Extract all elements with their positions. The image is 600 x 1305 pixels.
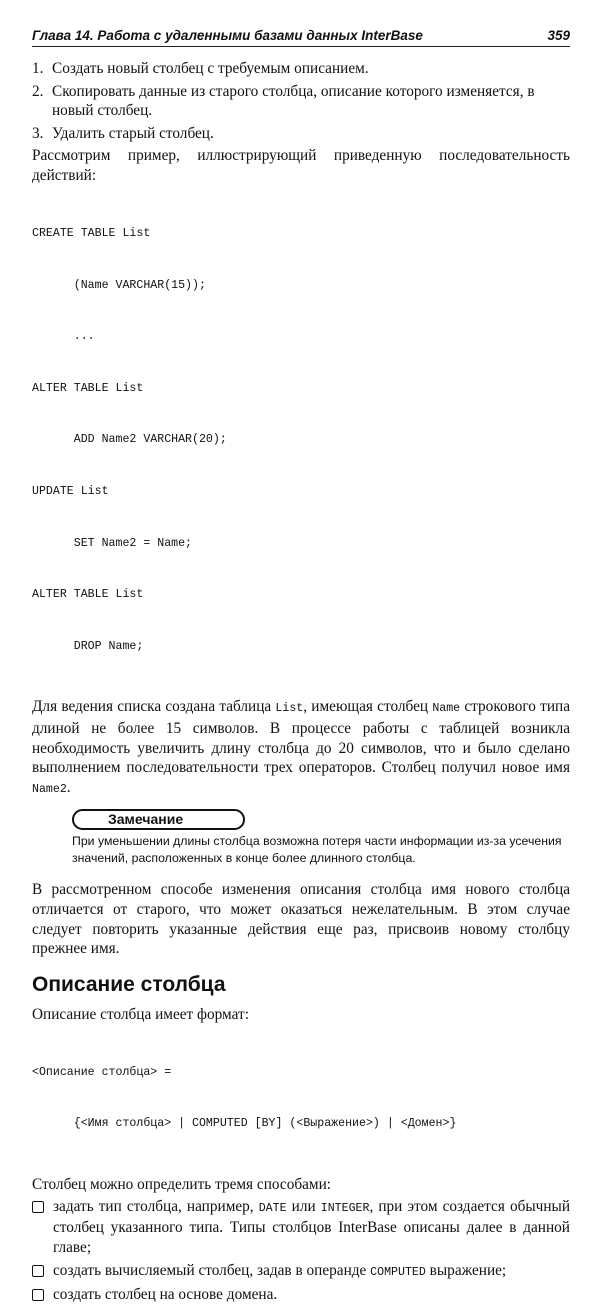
code-line: DROP Name; xyxy=(32,639,144,653)
paragraph: В рассмотренном способе изменения описания столбца имя нового столбца отличается от старого, что может оказаться нежелательным. В этом случае следует повторить указанные действия еще раз, присвоив новому столбцу прежнее имя. xyxy=(32,881,570,958)
paragraph: Столбец можно определить тремя способами: xyxy=(32,1176,332,1194)
checkbox-bullet-icon xyxy=(32,1201,44,1213)
steps-list xyxy=(32,59,570,143)
list-item: 2. Скопировать данные из старого столбца, описание которого изменяется, в новый столбец. xyxy=(32,82,535,120)
running-header xyxy=(32,28,570,47)
code-line: ALTER TABLE List xyxy=(32,588,144,602)
code-line: (Name VARCHAR(15)); xyxy=(32,278,206,292)
checkbox-bullet-icon xyxy=(32,1289,44,1301)
note-title: Замечание xyxy=(72,809,245,830)
code-line: CREATE TABLE List xyxy=(32,226,151,240)
code-line: {<Имя столбца> | COMPUTED [BY] (<Выражение>) | <Домен>} xyxy=(32,1117,457,1131)
code-line: UPDATE List xyxy=(32,485,109,499)
list-item: создать вычисляемый столбец, задав в операнде COMPUTED выражение; xyxy=(32,1261,570,1283)
section-title: Описание столбца xyxy=(32,972,226,996)
paragraph: Рассмотрим пример, иллюстрирующий приведенную последовательность действий: xyxy=(32,147,570,184)
page-number: 359 xyxy=(547,28,570,43)
code-block xyxy=(32,191,570,690)
list-item: задать тип столбца, например, DATE или INTEGER, при этом создается обычный столбец указанного типа. Типы столбцов InterBase описаны далее в данной главе; xyxy=(32,1197,570,1260)
checkbox-bullet-icon xyxy=(32,1265,44,1277)
code-line: ALTER TABLE List xyxy=(32,381,144,395)
list-item: 3. Удалить старый столбец. xyxy=(32,124,214,142)
code-line: SET Name2 = Name; xyxy=(32,536,193,550)
bullet-list xyxy=(32,1197,570,1305)
list-item: создать столбец на основе домена. xyxy=(32,1285,570,1305)
note-text: При уменьшении длины столбца возможна потеря части информации из-за усечения значений, расположенных в конце более длинного столбца. xyxy=(72,834,562,865)
code-block xyxy=(32,1029,570,1167)
paragraph: Описание столбца имеет формат: xyxy=(32,1005,249,1023)
code-line: ... xyxy=(32,330,95,344)
chapter-title: Глава 14. Работа с удаленными базами данных InterBase xyxy=(32,28,423,43)
list-item: 1. Создать новый столбец с требуемым описанием. xyxy=(32,60,369,77)
note xyxy=(72,809,570,866)
code-line: ADD Name2 VARCHAR(20); xyxy=(32,433,227,447)
paragraph: Для ведения списка создана таблица List, имеющая столбец Name строкового типа длиной не более 15 символов. В процессе работы с таблицей возникла необходимость увеличить длину столбца до 20 символов, что и было сделано выполнением последовательности трех операторов. Столбец получил новое имя Name2. xyxy=(32,698,570,796)
code-line: <Описание столбца> = xyxy=(32,1065,172,1079)
